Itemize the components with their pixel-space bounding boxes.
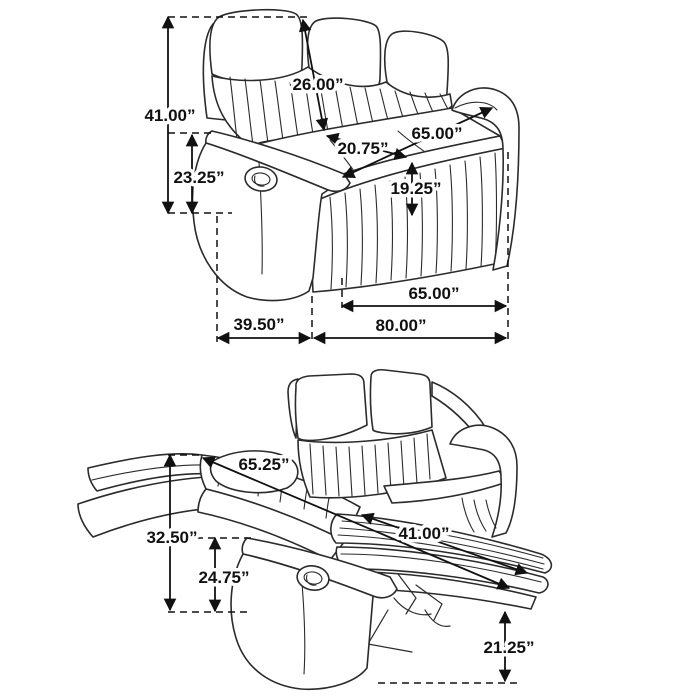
dim-label-overall-width: 80.00” bbox=[375, 316, 427, 335]
dim-label-interior-width: 65.00” bbox=[411, 124, 463, 143]
dim-label-reclined-width: 65.25” bbox=[238, 455, 290, 474]
dim-label-overall-depth: 39.50” bbox=[233, 315, 285, 334]
dim-label-reclined-height: 32.50” bbox=[146, 528, 198, 547]
dim-label-back-height: 26.00” bbox=[292, 75, 344, 94]
dim-label-base-width: 65.00” bbox=[408, 284, 460, 303]
dim-label-footrest-height: 21.25” bbox=[483, 638, 535, 657]
dim-label-overall-height: 41.00” bbox=[144, 106, 196, 125]
dim-label-seat-height: 19.25” bbox=[390, 179, 442, 198]
dim-label-arm-height: 23.25” bbox=[173, 168, 225, 187]
dim-label-seat-depth: 20.75” bbox=[337, 139, 389, 158]
dim-label-reclined-length: 41.00” bbox=[398, 524, 450, 543]
dim-label-reclined-arm-height: 24.75” bbox=[198, 568, 250, 587]
